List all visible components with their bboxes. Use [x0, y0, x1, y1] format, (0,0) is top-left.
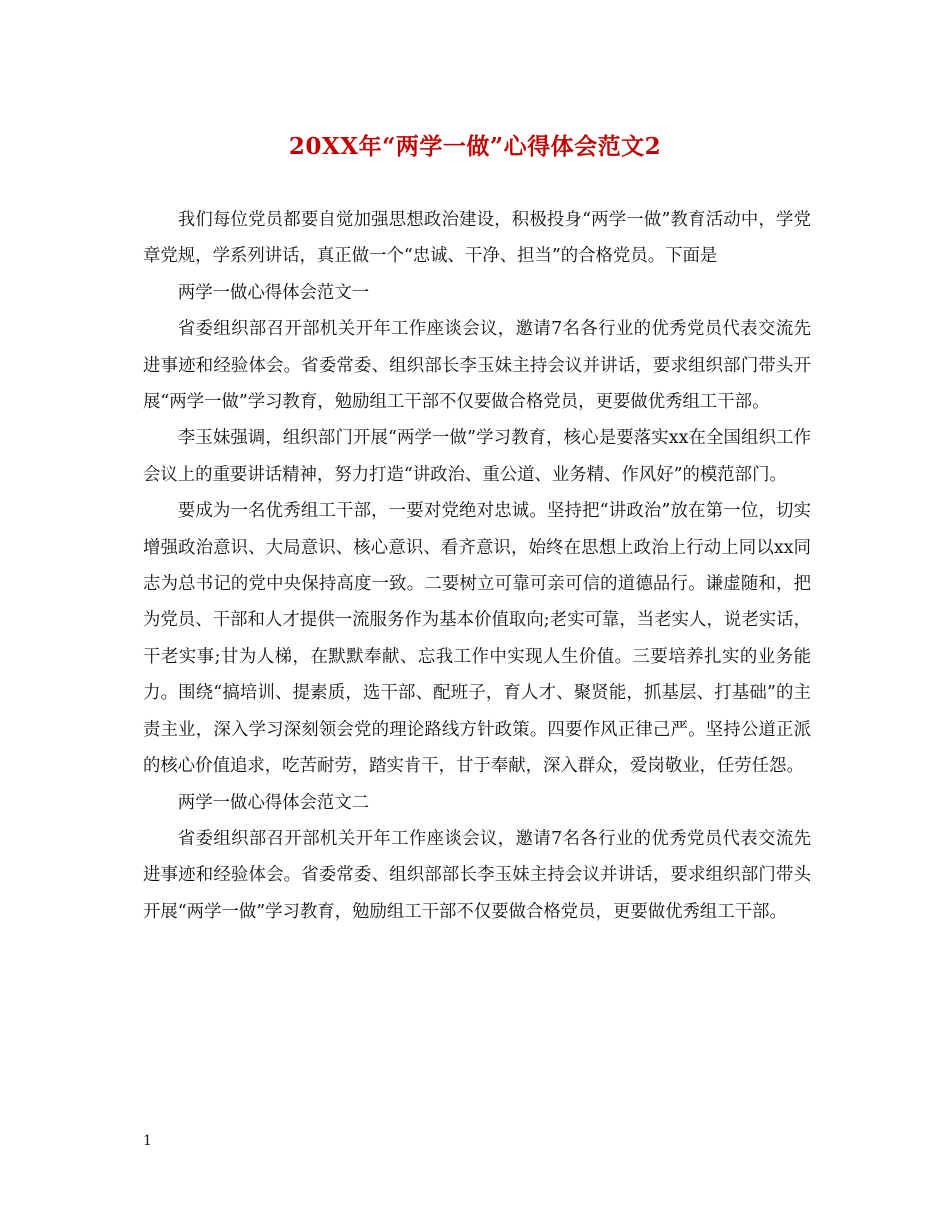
page-number: 1: [143, 1133, 152, 1149]
paragraph: 省委组织部召开部机关开年工作座谈会议，邀请7名各行业的优秀党员代表交流先进事迹和经验体会。省委常委、组织部部长李玉妹主持会议并讲话，要求组织部门带头开展“两学一做”学习教育，勉励组工干部不仅要做合格党员，更要做优秀组工干部。: [143, 828, 811, 922]
paragraph: 省委组织部召开部机关开年工作座谈会议，邀请7名各行业的优秀党员代表交流先进事迹和经验体会。省委常委、组织部长李玉妹主持会议并讲话，要求组织部门带头开展“两学一做”学习教育，勉励组工干部不仅要做合格党员，更要做优秀组工干部。: [143, 319, 811, 413]
paragraph: 李玉妹强调，组织部门开展“两学一做”学习教育，核心是要落实xx在全国组织工作会议上的重要讲话精神，努力打造“讲政治、重公道、业务精、作风好”的模范部门。: [143, 428, 811, 485]
section-heading-two: 两学一做心得体会范文二: [177, 792, 370, 813]
intro-paragraph: 我们每位党员都要自觉加强思想政治建设，积极投身“两学一做”教育活动中，学党章党规，学系列讲话，真正做一个“忠诚、干净、担当”的合格党员。下面是: [143, 210, 811, 267]
paragraph: 要成为一名优秀组工干部，一要对党绝对忠诚。坚持把“讲政治”放在第一位，切实增强政治意识、大局意识、核心意识、看齐意识，始终在思想上政治上行动上同以xx同志为总书记的党中央保持高度一致。二要树立可靠可亲可信的道德品行。谦虚随和，把为党员、干部和人才提供一流服务作为基本价值取向;老实可靠，当老实人，说老实话，干老实事;甘为人梯，在默默奉献、忘我工作中实现人生价值。三要培养扎实的业务能力。围绕“搞培训、提素质，选干部、配班子，育人才、聚贤能，抓基层、打基础”的主责主业，深入学习深刻领会党的理论路线方针政策。四要作风正律己严。坚持公道正派的核心价值追求，吃苦耐劳，踏实肯干，甘于奉献，深入群众，爱岗敬业，任劳任怨。: [143, 501, 811, 777]
document-title: 20XX年“两学一做”心得体会范文2: [288, 133, 662, 160]
section-heading-one: 两学一做心得体会范文一: [177, 282, 370, 303]
document-body: [143, 202, 811, 930]
